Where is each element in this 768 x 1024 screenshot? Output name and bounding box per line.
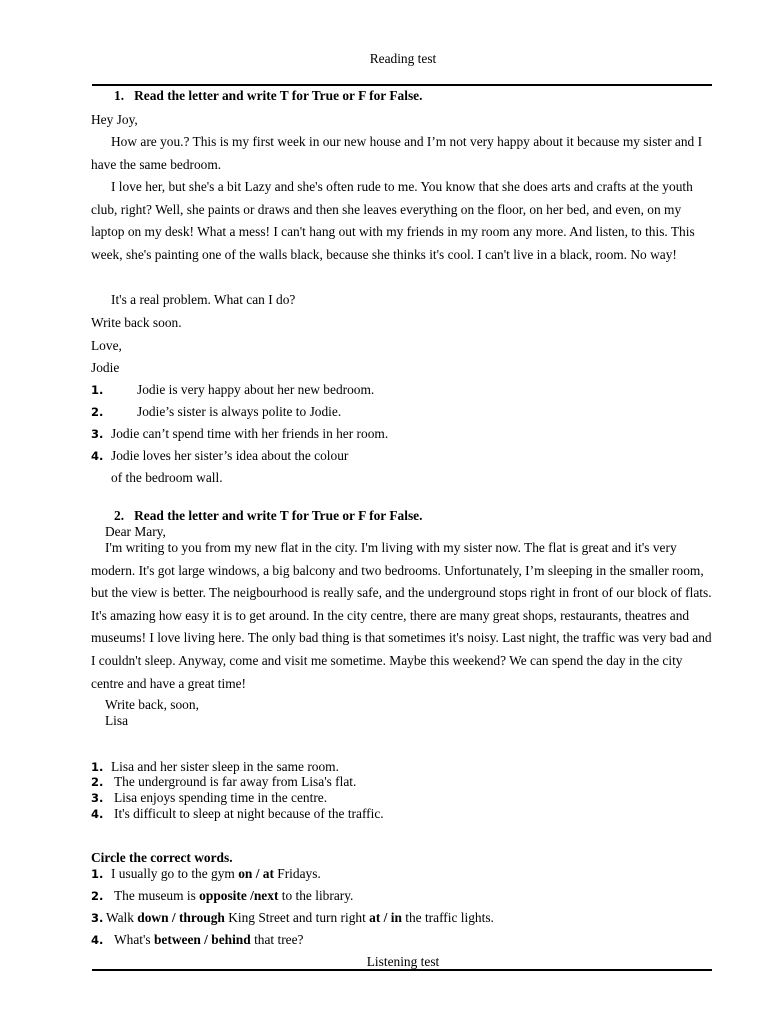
s3-item-number: 1.: [91, 867, 104, 881]
s2-statement: [91, 759, 339, 775]
s1-statement: [91, 426, 388, 442]
s2-statement: [91, 806, 384, 822]
s3-item-number: 2.: [91, 889, 104, 903]
s3-item-text: that tree?: [250, 932, 304, 947]
page-title: Reading test: [369, 51, 437, 66]
s2-statement-text: The underground is far away from Lisa's flat.: [114, 774, 357, 789]
section1-heading: [114, 88, 422, 104]
letter2-paragraph: I'm writing to you from my new flat in the city. I'm living with my sister now. The flat is great and it's very modern. It's got large windows, a big balcony and two bedrooms. Unfortunately, I’m sleeping in the smaller room, but the view is better. The neigbourhood is really safe, and the underground stops right in front of our block of flats. It's amazing how easy it is to get around. In the city centre, there are many great shops, restaurants, theatres and museums! I love living here. The only bad thing is that sometimes it's noisy. Last night, the traffic was very bad and I couldn't sleep. Anyway, come and visit me sometime. Maybe this weekend? We can spend the day in the city centre and have a great time!: [91, 540, 712, 691]
s1-statement: [91, 404, 341, 420]
s2-statement: [91, 774, 356, 790]
letter1-paragraph2: I love her, but she's a bit Lazy and she's often rude to me. You know that she does arts and crafts at the youth club, right? Well, she paints or draws and then she leaves everything on the floor, on her bed, and even, on my laptop on my desk! What a mess! I can't hang out with my friends in my room any more. And listen, to this. This week, she's painting one of the walls black, because she thinks it's cool. I can't live in a black, room. No way!: [91, 179, 695, 263]
s3-item-text: What's: [114, 932, 154, 947]
s3-item-text: to the library.: [278, 888, 354, 903]
s3-item-text: Fridays.: [273, 866, 321, 881]
s3-item: [91, 910, 494, 926]
letter1-love: Love,: [91, 338, 122, 353]
s3-item-choice: on / at: [238, 866, 274, 881]
section2-number: 2.: [114, 508, 125, 523]
s1-statement-text: Jodie’s sister is always polite to Jodie.: [137, 404, 342, 419]
s3-item-choice: at / in: [369, 910, 402, 925]
section1-instruction: Read the letter and write T for True or F for False.: [134, 88, 423, 103]
letter1-closing: Write back soon.: [91, 315, 182, 330]
section2-instruction: Read the letter and write T for True or F for False.: [134, 508, 423, 523]
section3-heading: Circle the correct words.: [91, 850, 233, 865]
s1-statement-number: 2.: [91, 405, 104, 419]
s3-item-choice: down / through: [137, 910, 225, 925]
s2-statement-text: It's difficult to sleep at night because of the traffic.: [114, 806, 384, 821]
s1-statement-text: Jodie can’t spend time with her friends in her room.: [111, 426, 389, 441]
letter2-closing: Write back, soon,: [105, 697, 199, 712]
s1-statement-text: Jodie is very happy about her new bedroom.: [137, 382, 375, 397]
letter2-signature: Lisa: [105, 713, 129, 728]
s2-statement-number: 2.: [91, 775, 104, 789]
s2-statement: [91, 790, 327, 806]
s2-statement-number: 1.: [91, 760, 104, 774]
s3-item-text: Walk: [106, 910, 138, 925]
s1-statement-continuation: of the bedroom wall.: [111, 470, 223, 485]
s2-statement-text: Lisa and her sister sleep in the same room.: [111, 759, 339, 774]
top-rule: [92, 84, 712, 86]
letter1-greeting: Hey Joy,: [91, 112, 138, 127]
s3-item-choice: between / behind: [153, 932, 251, 947]
s1-statement: [91, 382, 374, 398]
s3-item: [91, 866, 321, 882]
s2-statement-number: 4.: [91, 807, 104, 821]
letter1-paragraph1: How are you.? This is my first week in our new house and I’m not very happy about it because my sister and I have the same bedroom.: [91, 134, 703, 172]
s1-statement-number: 4.: [91, 449, 104, 463]
letter1-paragraph3: It's a real problem. What can I do?: [111, 292, 296, 307]
section2-heading: [114, 508, 422, 524]
s3-item: [91, 888, 353, 904]
s3-item: [91, 932, 304, 948]
s3-item-text: King Street and turn right: [224, 910, 370, 925]
s1-statement: [91, 448, 348, 464]
s3-item-text: The museum is: [114, 888, 200, 903]
bottom-rule: [92, 969, 712, 971]
section1-number: 1.: [114, 88, 125, 103]
s3-item-text: I usually go to the gym: [111, 866, 239, 881]
footer-section-title: Listening test: [366, 954, 440, 969]
s1-statement-number: 1.: [91, 383, 104, 397]
letter1-signature: Jodie: [91, 360, 120, 375]
s1-statement-text: Jodie loves her sister’s idea about the colour: [111, 448, 349, 463]
s1-statement-number: 3.: [91, 427, 104, 441]
s3-item-number: 3.: [91, 911, 104, 925]
s2-statement-text: Lisa enjoys spending time in the centre.: [114, 790, 328, 805]
s3-item-number: 4.: [91, 933, 104, 947]
s3-item-text: the traffic lights.: [401, 910, 494, 925]
s2-statement-number: 3.: [91, 791, 104, 805]
letter2-greeting: Dear Mary,: [105, 524, 166, 539]
s3-item-choice: opposite /next: [199, 888, 279, 903]
